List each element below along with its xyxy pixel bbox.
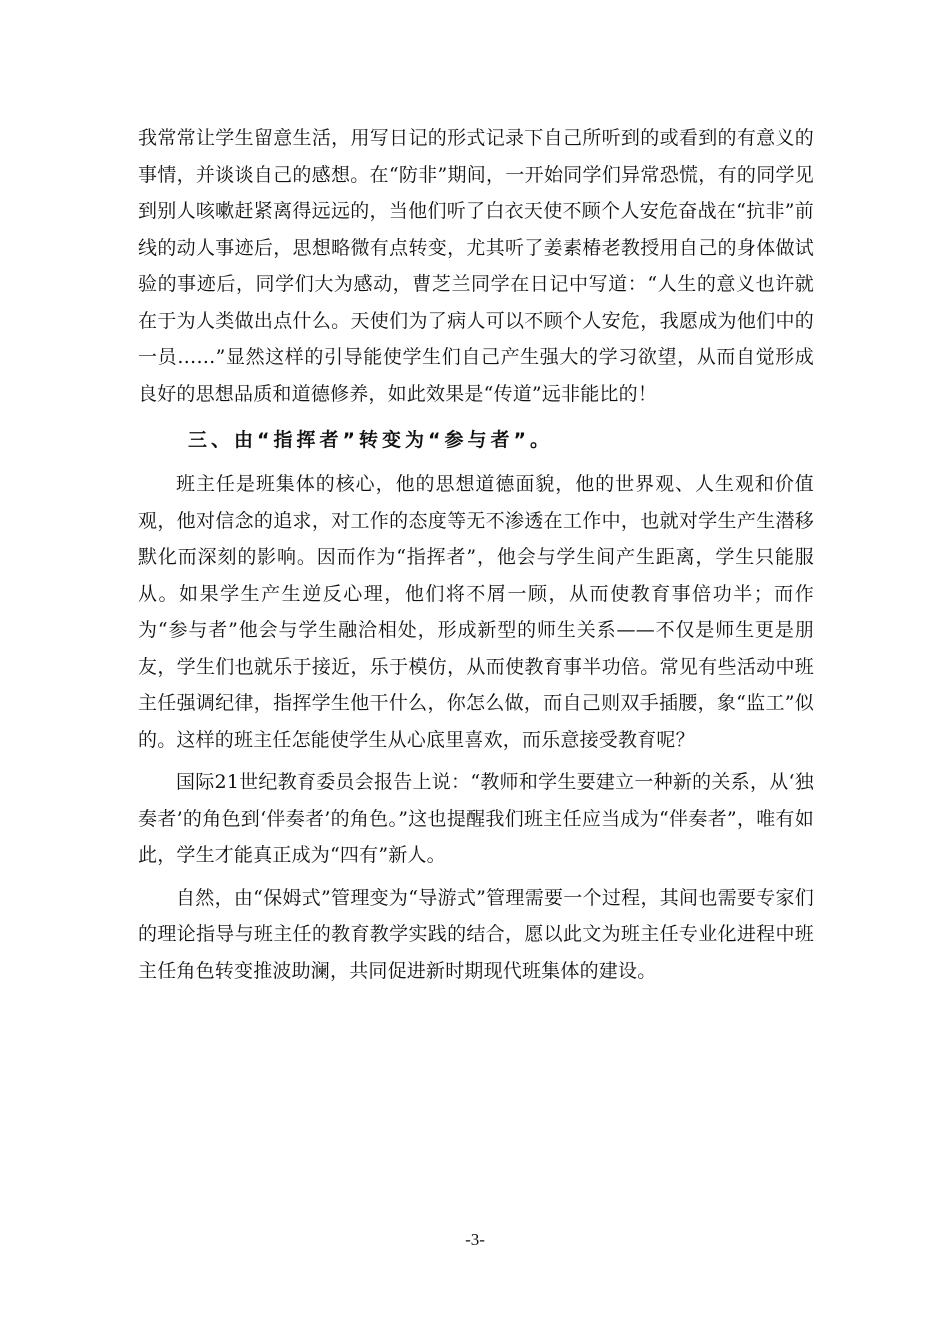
body-paragraph-unesco-report: 国际21世纪教育委员会报告上说：“教师和学生要建立一种新的关系，从‘独奏者’的角色到‘伴奏者’的角色。”这也提醒我们班主任应当成为“伴奏者”，唯有如此，学生才能真正成为“四有”新人。 [138, 771, 814, 866]
body-paragraph-diary: 我常常让学生留意生活，用写日记的形式记录下自己所听到的或看到的有意义的事情，并谈谈自己的感想。在“防非”期间，一开始同学们异常恐慌，有的同学见到别人咳嗽赶紧离得远远的，当他们听了白衣天使不顾个人安危奋战在“抗非”前线的动人事迹后，思想略微有点转变，尤其听了姜素椿老教授用自己的身体做试验的事迹后，同学们大为感动，曹芝兰同学在日记中写道：“人生的意义也许就在于为人类做出点什么。天使们为了病人可以不顾个人安危，我愿成为他们中的一员……”显然这样的引导能使学生们自己产生强大的学习欲望，从而自觉形成良好的思想品质和道德修养，如此效果是“传道”远非能比的！ [138, 127, 814, 405]
section-heading: 三、由“指挥者”转变为“参与者”。 [188, 429, 553, 451]
body-paragraph-head-teacher-role: 班主任是班集体的核心，他的思想道德面貌，他的世界观、人生观和价值观，他对信念的追求，对工作的态度等无不渗透在工作中，也就对学生产生潜移默化而深刻的影响。因而作为“指挥者”，他会与学生间产生距离，学生只能服从。如果学生产生逆反心理，他们将不屑一顾，从而使教育事倍功半；而作为“参与者”他会与学生融洽相处，形成新型的师生关系——不仅是师生更是朋友，学生们也就乐于接近，乐于模仿，从而使教育事半功倍。常见有些活动中班主任强调纪律，指挥学生他干什么，你怎么做，而自己则双手插腰，象“监工”似的。这样的班主任怎能使学生从心底里喜欢，而乐意接受教育呢？ [138, 473, 814, 751]
page-number: -3- [465, 1230, 485, 1249]
body-paragraph-conclusion: 自然，由“保姆式”管理变为“导游式”管理需要一个过程，其间也需要专家们的理论指导与班主任的教育教学实践的结合，愿以此文为班主任专业化进程中班主任角色转变推波助澜，共同促进新时期现代班集体的建设。 [138, 886, 814, 982]
document-body [138, 120, 814, 989]
